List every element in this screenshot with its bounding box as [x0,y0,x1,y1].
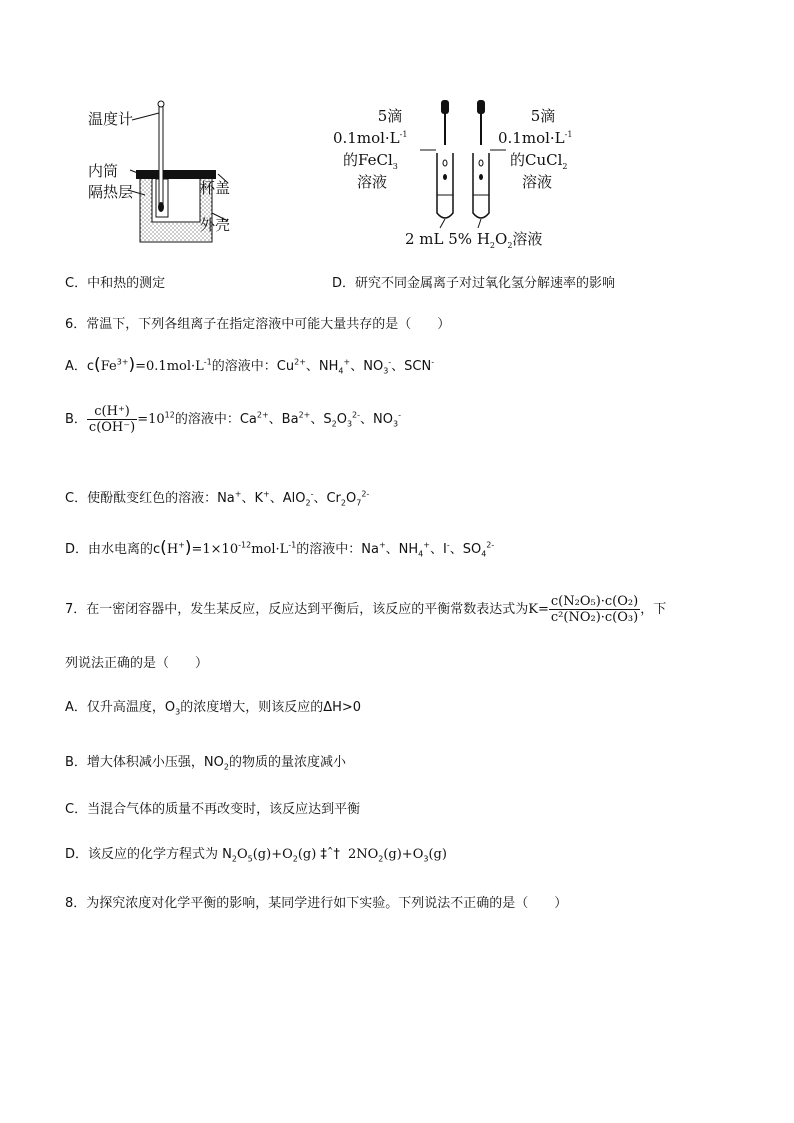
label-cucl2-name: 的CuCl$_2$ [510,151,568,171]
test-tubes-diagram [420,95,520,230]
q7-option-a: A．仅升高温度，$O_3$的浓度增大，则该反应的ΔH>0 [65,700,362,717]
equilibrium-arrow: ‡ˆ† [320,847,340,862]
q8-stem: 8．为探究浓度对化学平衡的影响，某同学进行如下实验。下列说法不正确的是（ ） [65,896,568,911]
label-cucl2: 5滴 [530,107,556,125]
label-cucl2-conc: $0.1mol\cdot L^{-1}$ [498,129,573,147]
dropper-right [477,100,485,145]
q7-option-c: C．当混合气体的质量不再改变时，该反应达到平衡 [65,802,361,817]
q7-stem-line1: 7．在一密闭容器中，发生某反应，反应达到平衡后，该反应的平衡常数表达式为K= $\frac{\text{c(N₂O₅)·c(O₂)}}{\text{c²(NO₂)·c(O₃)}}$ ，下 [65,594,667,625]
label-fecl3-sol: 溶液 [357,173,388,191]
label-thermometer: 温度计 [88,110,134,128]
q7-k-fraction: $\frac{\text{c(N₂O₅)·c(O₂)}}{\text{c²(NO₂)·c(O₃)}}$ [550,594,639,625]
test-tube-right [473,153,489,218]
label-fecl3: 5滴 [377,107,403,125]
q6-option-b: B． $\frac{c(H^+)}{c(OH^-)}$ $=10^{12}$的溶液中：$Ca^{2+}$、$Ba^{2+}$、$S_2O_3^{2-}$、$NO_3^-$ [65,404,401,435]
caption-d: D．研究不同金属离子对过氧化氢分解速率的影响 [332,276,616,291]
q6-b-fraction: $\frac{c(H^+)}{c(OH^-)}$ [88,404,136,435]
dropper-left [441,100,449,145]
label-h2o2: 2 mL 5% $H_2O_2$溶液 [405,230,543,250]
q6-option-a: A．$c(Fe^{3+})=0.1mol\cdot L^{-1}$的溶液中：$Cu^{2+}$、$NH_4^+$、$NO_3^-$、SCN- [65,355,435,376]
q6-stem: 6．常温下，下列各组离子在指定溶液中可能大量共存的是（ ） [65,317,451,332]
test-tube-left [437,153,453,218]
label-lid: 杯盖 [200,179,231,197]
caption-c: C．中和热的测定 [65,276,166,291]
q7-stem-line2: 列说法正确的是（ ） [65,656,209,671]
q7-option-d: D．该反应的化学方程式为 $N_2O_5(g)+O_2(g)$ ‡ˆ† $2NO_2(g)+O_3(g)$ [65,847,447,864]
label-inner-cylinder: 内筒 [88,162,119,180]
label-fecl3-name: 的FeCl$_3$ [343,151,398,171]
label-fecl3-conc: $0.1mol\cdot L^{-1}$ [333,129,408,147]
q7-option-b: B．增大体积减小压强，$NO_2$的物质的量浓度减小 [65,755,346,772]
label-cucl2-sol: 溶液 [522,173,553,191]
label-insulation: 隔热层 [88,183,134,201]
thermometer [159,105,163,205]
q6-option-d: D．由水电离的$c(H^+)=1\times 10^{-12}mol\cdot L^{-1}$的溶液中：Na+、$NH_4^+$、I-、$SO_4^{2-}$ [65,538,495,559]
q6-option-c: C．使酚酞变红色的溶液：Na+、K+、AlO$_2$-、$Cr_2O_7^{2-}$ [65,489,370,508]
label-shell: 外壳 [200,216,231,234]
